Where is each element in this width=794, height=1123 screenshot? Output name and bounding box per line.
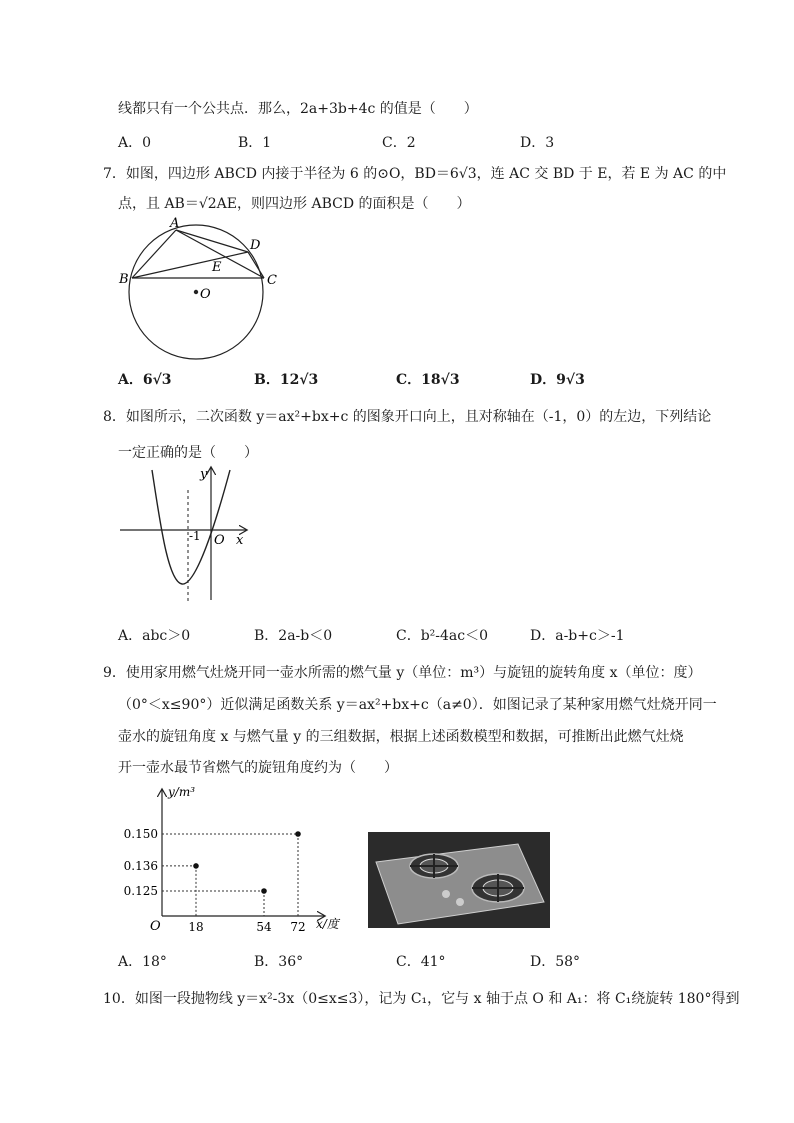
- label-minus1: -1: [189, 529, 201, 543]
- data-point-2: [295, 831, 301, 837]
- q6-line2: 线都只有一个公共点．那么，2a+3b+4c 的值是（ ）: [118, 101, 478, 117]
- data-point-0: [193, 863, 199, 869]
- q8-line1: 8．如图所示，二次函数 y＝ax²+bx+c 的图象开口向上，且对称轴在（-1，0）的左边，下列结论: [103, 409, 712, 425]
- label-E: E: [212, 260, 222, 275]
- y-tick-label-0: 0.150: [123, 827, 158, 841]
- q8-parabola-figure: [112, 462, 262, 607]
- q9-line1: 9．使用家用燃气灶烧开同一壶水所需的燃气量 y（单位：m³）与旋钮的旋转角度 x（单位：度）: [103, 665, 702, 681]
- q8-line2: 一定正确的是（ ）: [118, 445, 258, 461]
- data-point-1: [261, 888, 267, 894]
- gas-stove-photo: [368, 832, 550, 928]
- q8-option-b: B．2a-b＜0: [254, 628, 333, 644]
- label-O: O: [200, 287, 211, 302]
- q9-option-b: B．36°: [254, 954, 304, 970]
- label-y: y: [200, 467, 208, 482]
- q7-circle-figure: [112, 214, 292, 364]
- q7-option-c: C．18√3: [396, 372, 460, 388]
- label-A: A: [170, 216, 180, 231]
- q8-option-a: A．abc＞0: [118, 628, 191, 644]
- q9-option-c: C．41°: [396, 954, 446, 970]
- q9-option-a: A．18°: [118, 954, 167, 970]
- label-D: D: [250, 238, 261, 253]
- y-tick-label-2: 0.125: [123, 884, 158, 898]
- q9-line4: 开一壶水最节省燃气的旋钮角度约为（ ）: [118, 760, 398, 776]
- label-x: x: [236, 533, 244, 548]
- label-O: O: [214, 533, 225, 548]
- x-axis-label: x/度: [316, 917, 339, 931]
- q7-option-b: B．12√3: [254, 372, 319, 388]
- q6-option-b: B．1: [238, 135, 272, 151]
- q7-line1: 7．如图，四边形 ABCD 内接于半径为 6 的⊙O，BD＝6√3，连 AC 交 BD 于 E，若 E 为 AC 的中: [103, 166, 727, 182]
- q6-option-a: A．0: [118, 135, 152, 151]
- q10-line1: 10．如图一段抛物线 y＝x²-3x（0≤x≤3），记为 C₁，它与 x 轴于点 O 和 A₁：将 C₁绕旋转 180°得到: [103, 991, 740, 1007]
- q7-option-d: D．9√3: [530, 372, 585, 388]
- label-C: C: [267, 273, 277, 288]
- q7-line2: 点，且 AB＝√2AE，则四边形 ABCD 的面积是（ ）: [118, 196, 471, 212]
- x-tick-label-1: 54: [256, 920, 272, 934]
- q6-option-d: D．3: [520, 135, 555, 151]
- q9-option-d: D．58°: [530, 954, 581, 970]
- q9-scatter-chart: [112, 782, 352, 937]
- q8-option-d: D．a-b+c＞-1: [530, 628, 625, 644]
- q9-line3: 壶水的旋钮角度 x 与燃气量 y 的三组数据，根据上述函数模型和数据，可推断出此燃气灶烧: [118, 729, 684, 745]
- q9-line2: （0°＜x≤90°）近似满足函数关系 y＝ax²+bx+c（a≠0）．如图记录了某种家用燃气灶烧开同一: [118, 697, 717, 713]
- label-B: B: [119, 272, 129, 287]
- x-tick-label-2: 72: [290, 920, 306, 934]
- x-tick-label-0: 18: [188, 920, 204, 934]
- origin-label: O: [150, 919, 161, 934]
- q8-option-c: C．b²-4ac＜0: [396, 628, 489, 644]
- q6-option-c: C．2: [382, 135, 416, 151]
- q7-option-a: A．6√3: [118, 372, 172, 388]
- y-axis-label: y/m³: [168, 785, 196, 799]
- y-tick-label-1: 0.136: [123, 858, 158, 873]
